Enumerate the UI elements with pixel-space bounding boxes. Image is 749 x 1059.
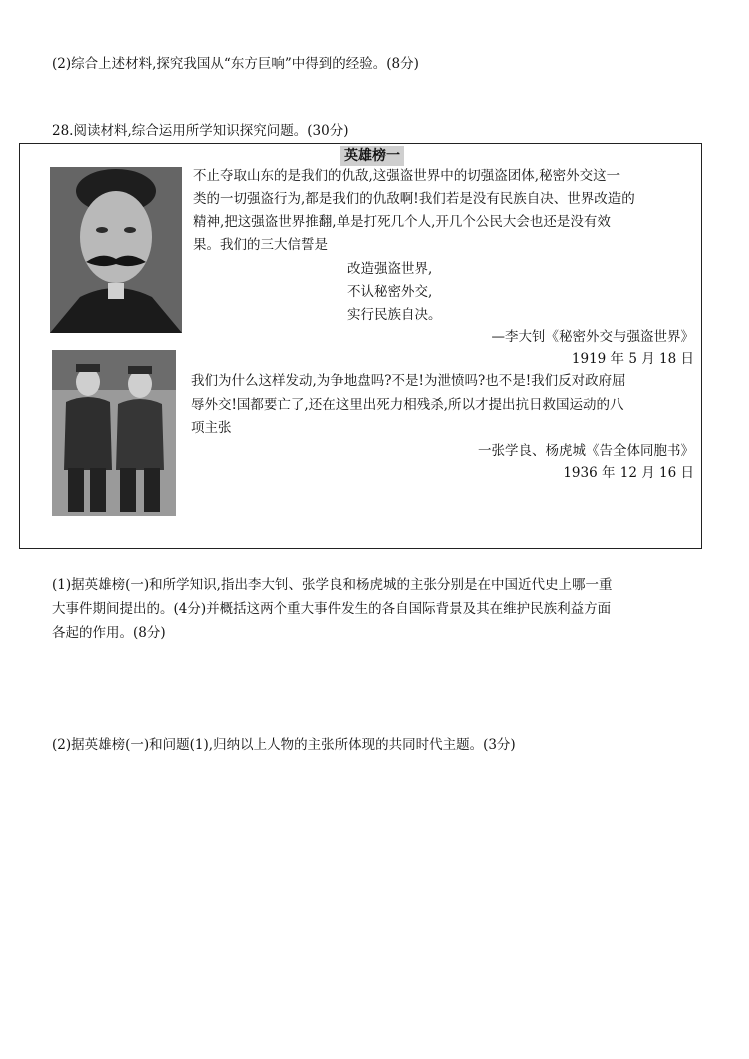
q28-part2-question: (2)据英雄榜(一)和问题(1),归纳以上人物的主张所体现的共同时代主题。(3分) — [52, 737, 516, 753]
box-title: 英雄榜一 — [340, 146, 404, 166]
zhang-date: 1936 年 12 月 16 日 — [563, 465, 694, 481]
li-date: 1919 年 5 月 18 日 — [571, 351, 694, 367]
zhang-source: 一张学良、杨虎城《告全体同胞书》 — [478, 443, 694, 459]
zhang-text-line-2: 辱外交!国都要亡了,还在这里出死力相残杀,所以才提出抗日救国运动的八 — [191, 397, 624, 413]
zhang-text-line-1: 我们为什么这样发动,为争地盘吗?不是!为泄愤吗?也不是!我们反对政府屈 — [191, 373, 626, 389]
li-source: —李大钊《秘密外交与强盗世界》 — [491, 329, 694, 345]
q27-part2-question: (2)综合上述材料,探究我国从“东方巨响”中得到的经验。(8分) — [52, 56, 419, 72]
zhang-yang-photo — [52, 350, 176, 516]
q28-part1-line-2: 大事件期间提出的。(4分)并概括这两个重大事件发生的各自国际背景及其在维护民族利益方面 — [52, 601, 612, 617]
oath-1: 改造强盗世界, — [347, 261, 433, 277]
zhang-text-line-3: 项主张 — [191, 420, 232, 436]
oath-3: 实行民族自决。 — [347, 307, 442, 323]
li-text-line-4: 果。我们的三大信誓是 — [193, 237, 328, 253]
q28-part1-line-1: (1)据英雄榜(一)和所学知识,指出李大钊、张学良和杨虎城的主张分别是在中国近代史上哪一重 — [52, 577, 613, 593]
li-text-line-2: 类的一切强盗行为,都是我们的仇敌啊!我们若是没有民族自决、世界改造的 — [193, 191, 635, 207]
li-text-line-1: 不止夺取山东的是我们的仇敌,这强盗世界中的切强盗团体,秘密外交这一 — [193, 168, 621, 184]
li-text-line-3: 精神,把这强盗世界推翻,单是打死几个人,开几个公民大会也还是没有效 — [193, 214, 611, 230]
q28-header: 28.阅读材料,综合运用所学知识探究问题。(30分) — [52, 123, 349, 139]
li-dazhao-photo — [50, 167, 182, 333]
oath-2: 不认秘密外交, — [347, 284, 433, 300]
q28-part1-line-3: 各起的作用。(8分) — [52, 625, 166, 641]
